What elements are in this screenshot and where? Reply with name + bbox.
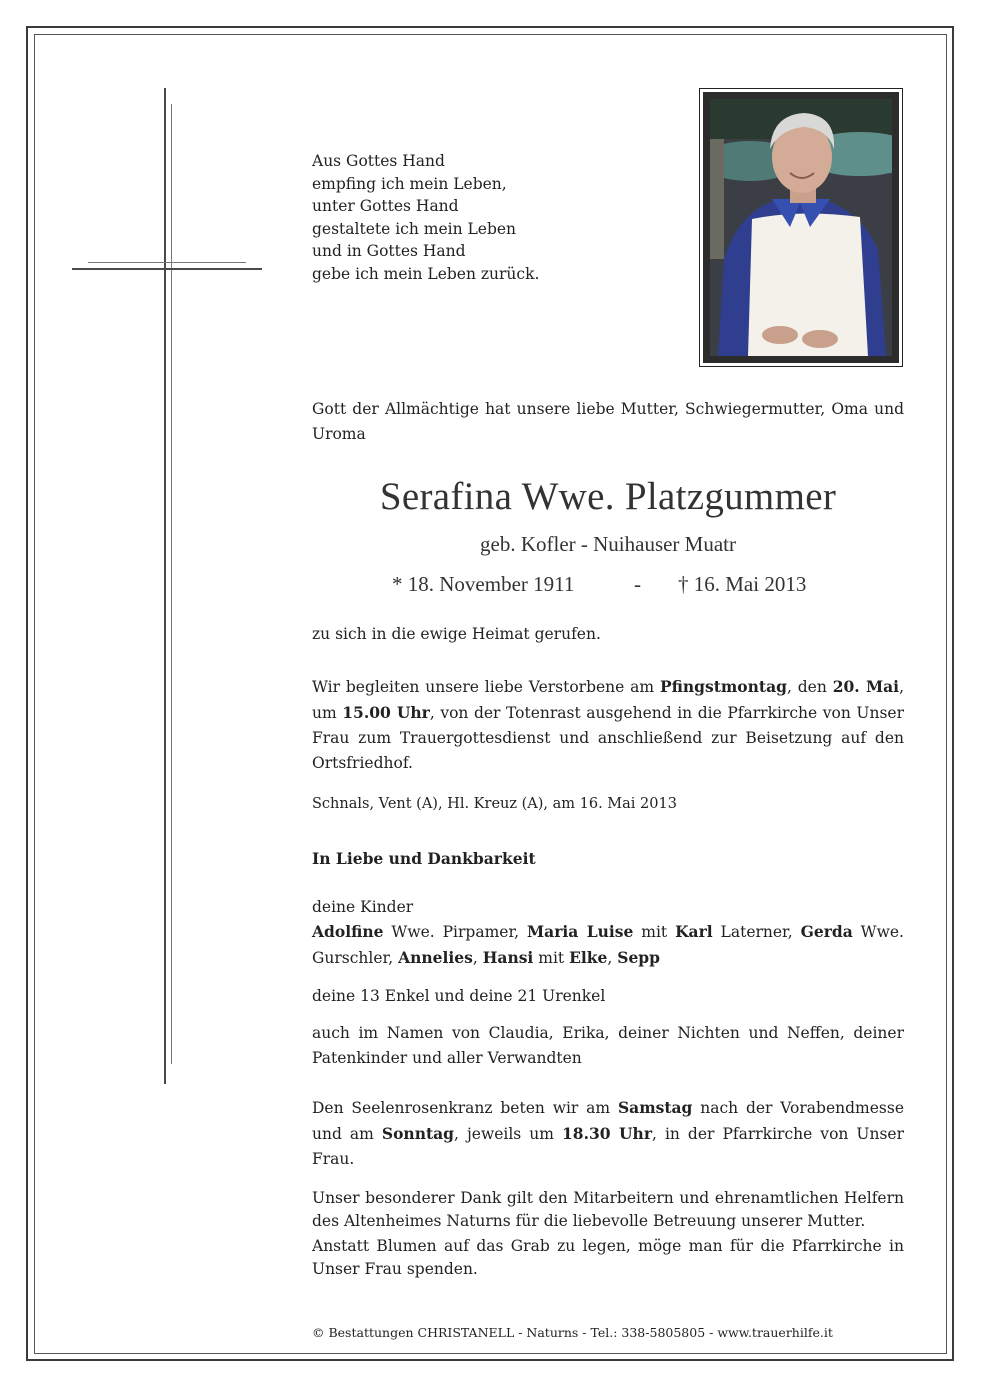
quote-line: unter Gottes Hand: [312, 197, 459, 215]
children-label: deine Kinder: [312, 898, 414, 916]
children-names: Adolfine Wwe. Pirpamer, Maria Luise mit Karl Laterner, Gerda Wwe. Gurschler, Annelies, Hansi mit Elke, Sepp: [312, 922, 904, 967]
quote-line: gestaltete ich mein Leben: [312, 219, 517, 238]
love-heading: In Liebe und Dankbarkeit: [312, 849, 536, 868]
rosary-paragraph: Den Seelenrosenkranz beten wir am Samstag nach der Vorabendmesse und am Sonntag, jeweils um 18.30 Uhr, in der Pfarrkirche von Unser Frau.: [312, 1098, 904, 1168]
thanks-text: Unser besonderer Dank gilt den Mitarbeitern und ehrenamtlichen Helfern des Altenheimes Naturns für die liebevolle Betreuung unserer Mutter.: [312, 1189, 904, 1230]
deceased-name: Serafina Wwe. Platzgummer: [379, 475, 837, 518]
birth-date: * 18. November 1911: [392, 572, 575, 596]
flowers-text: Anstatt Blumen auf das Grab zu legen, möge man für die Pfarrkirche in Unser Frau spenden.: [312, 1237, 904, 1278]
funeral-paragraph: Wir begleiten unsere liebe Verstorbene am Pfingstmontag, den 20. Mai, um 15.00 Uhr, von der Totenrast ausgehend in die Pfarrkirche von Unser Frau zum Trauergottesdienst und anschließend zur Beisetzung auf den Ortsfriedhof.: [312, 677, 905, 772]
quote-line: Aus Gottes Hand: [312, 152, 445, 170]
intro-paragraph: Gott der Allmächtige hat unsere liebe Mutter, Schwiegermutter, Oma und Uroma: [312, 400, 904, 443]
death-date: † 16. Mai 2013: [678, 572, 807, 596]
relatives-text: auch im Namen von Claudia, Erika, deiner Nichten und Neffen, deiner Patenkinder und aller Verwandten: [312, 1024, 904, 1067]
born-name: geb. Kofler - Nuihauser Muatr: [480, 532, 736, 556]
date-separator: -: [634, 572, 641, 596]
called-home-text: zu sich in die ewige Heimat gerufen.: [312, 625, 601, 643]
quote-line: gebe ich mein Leben zurück.: [312, 264, 540, 283]
portrait-frame: [699, 88, 903, 367]
portrait-photo: [710, 99, 892, 356]
quote-line: empfing ich mein Leben,: [312, 174, 507, 193]
quote-text: [312, 150, 672, 285]
footer-credit: © Bestattungen CHRISTANELL - Naturns - Tel.: 338-5805805 - www.trauerhilfe.it: [312, 1325, 833, 1340]
place-date: Schnals, Vent (A), Hl. Kreuz (A), am 16. Mai 2013: [312, 796, 677, 812]
quote-line: und in Gottes Hand: [312, 242, 466, 260]
cross-icon: [72, 88, 262, 1084]
grandchildren-text: deine 13 Enkel und deine 21 Urenkel: [312, 987, 606, 1005]
